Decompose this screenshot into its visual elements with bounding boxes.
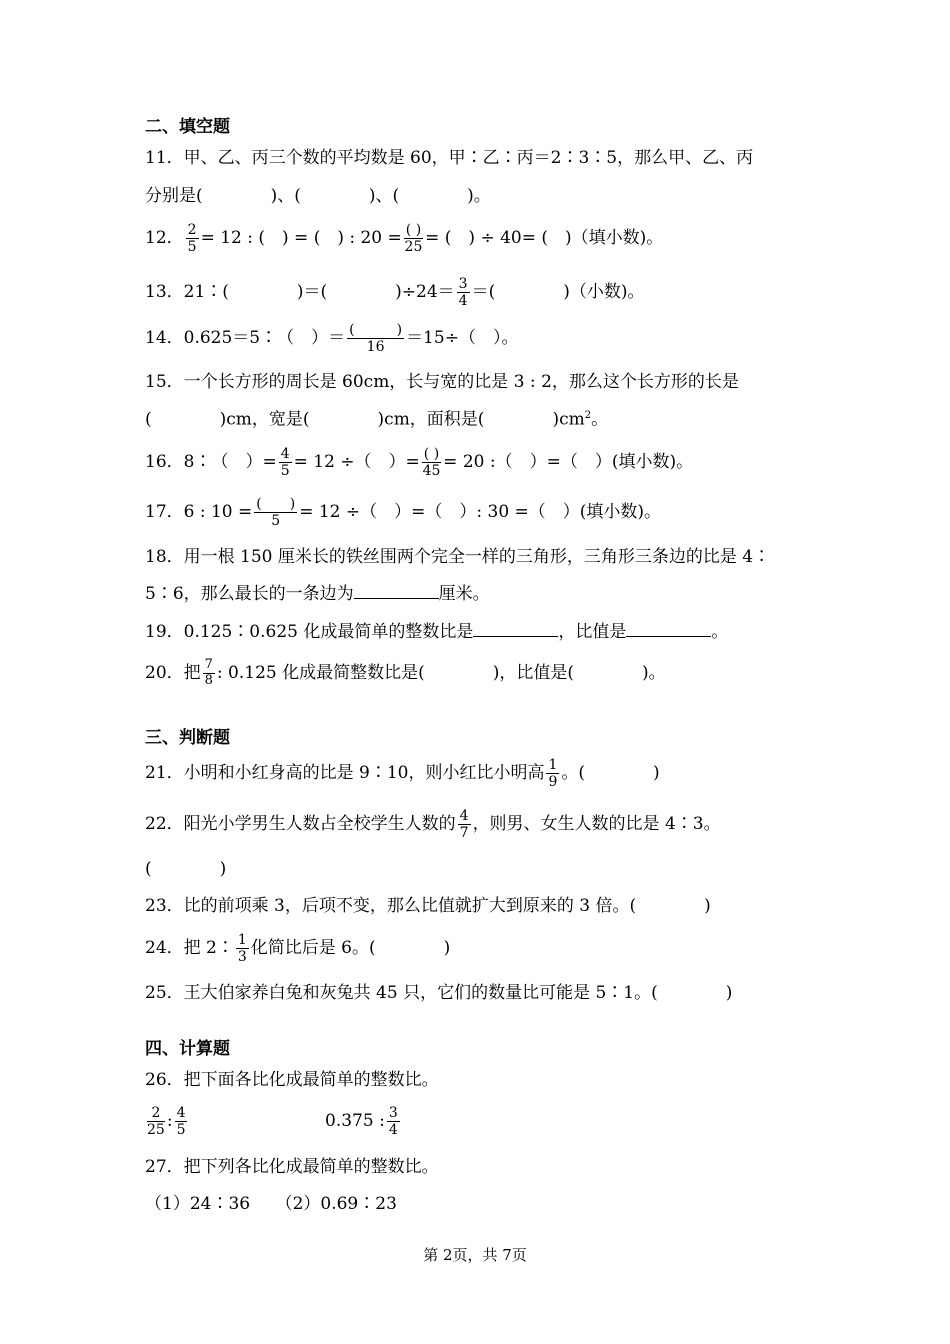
q20-numerator: 7 <box>204 657 213 672</box>
q19-text: 19．0.125∶0.625 化成最简单的整数比是 <box>145 622 474 642</box>
q14-numerator: ( ) <box>349 322 403 338</box>
section-heading-fill: 二、填空题 <box>145 117 230 137</box>
q21-denominator: 9 <box>548 774 558 791</box>
q16-f1-denominator: 5 <box>280 463 290 480</box>
q26e2-fraction <box>387 1105 400 1138</box>
question-27: 27．把下列各比化成最简单的整数比。 <box>145 1157 439 1177</box>
q15-line2-text: ( )cm，宽是( )cm，面积是( )cm <box>145 409 585 430</box>
q20-fraction <box>203 658 215 689</box>
q16-f1-numerator: 4 <box>280 446 290 462</box>
q18-unit: 厘米。 <box>438 584 490 604</box>
q16-f2-numerator: ( ) <box>423 446 440 462</box>
question-23: 23．比的前项乘 3，后项不变，那么比值就扩大到原来的 3 倍。( ) <box>145 896 711 916</box>
q26e1-f2-numerator: 4 <box>176 1105 186 1121</box>
question-16 <box>145 446 693 479</box>
q19-text-2: ，比值是 <box>558 622 627 642</box>
question-15-line1: 15．一个长方形的周长是 60cm，长与宽的比是 3 : 2，那么这个长方形的长是 <box>145 372 739 392</box>
q26e1-separator: : <box>166 1111 173 1132</box>
q18-answer-blank[interactable] <box>354 597 439 599</box>
question-25: 25．王大伯家养白兔和灰兔共 45 只，它们的数量比可能是 5∶1。( ) <box>145 983 733 1003</box>
q20-part1: 20．把 <box>145 662 201 683</box>
q21-part1: 21．小明和小红身高的比是 9∶10，则小红比小明高 <box>145 763 545 784</box>
question-19 <box>145 624 728 641</box>
question-13 <box>145 276 645 309</box>
q12-fraction-1 <box>186 222 199 255</box>
question-24 <box>145 932 450 965</box>
q24-fraction <box>236 932 249 965</box>
q24-part2: 化简比后是 6。( ) <box>250 938 451 959</box>
q14-part1: 14．0.625＝5∶（ ）＝ <box>145 328 346 349</box>
q12-part2: = ( ) ÷ 40= ( )（填小数)。 <box>425 228 664 249</box>
question-14 <box>145 322 518 355</box>
q26e2-text: 0.375 : <box>325 1111 385 1132</box>
q19-ratio-blank[interactable] <box>473 635 558 637</box>
q26e1-fraction-2 <box>175 1105 188 1138</box>
q19-value-blank[interactable] <box>626 635 711 637</box>
q16-fraction-2 <box>422 446 441 479</box>
q16-f2-denominator: 45 <box>422 463 441 480</box>
q12-f2-denominator: 25 <box>404 239 423 256</box>
question-18-line2 <box>145 586 490 603</box>
question-17 <box>145 496 661 529</box>
q13-denominator: 4 <box>458 293 468 310</box>
q17-part2: = 12 ÷（ ）=（ ）: 30 =（ ）(填小数)。 <box>299 502 662 523</box>
q12-f1-denominator: 5 <box>187 239 197 256</box>
q16-part2: = 12 ÷（ ）= <box>293 452 420 473</box>
question-26-expression-1 <box>145 1105 189 1138</box>
q16-fraction-1 <box>279 446 292 479</box>
question-12 <box>145 222 663 255</box>
q22-part2: ，则男、女生人数的比是 4∶3。 <box>472 814 721 835</box>
q16-part3: = 20 :（ ）=（ ）(填小数)。 <box>443 452 694 473</box>
question-11-line1: 11．甲、乙、丙三个数的平均数是 60，甲∶乙∶丙＝2∶3∶5，那么甲、乙、丙 <box>145 148 754 168</box>
q14-denominator: 16 <box>366 339 385 356</box>
q20-part2: : 0.125 化成最简整数比是( )，比值是( )。 <box>216 662 666 683</box>
q24-part1: 24．把 2∶ <box>145 938 234 959</box>
q19-end: 。 <box>711 622 729 642</box>
q17-part1: 17．6 : 10 = <box>145 502 253 523</box>
section-heading-calc: 四、计算题 <box>145 1039 230 1059</box>
q26e1-f2-denominator: 5 <box>176 1122 186 1139</box>
question-11-line2: 分别是( )、( )、( )。 <box>145 186 491 206</box>
q21-fraction <box>546 757 559 790</box>
q12-number: 12． <box>145 228 184 249</box>
q20-denominator: 8 <box>204 672 213 688</box>
question-22 <box>145 808 721 841</box>
question-15-line2 <box>145 411 608 429</box>
q12-fraction-2 <box>404 222 423 255</box>
q26e2-numerator: 3 <box>388 1105 398 1121</box>
q14-part2: ＝15÷（ ）。 <box>406 328 519 349</box>
q22-part1: 22．阳光小学男生人数占全校学生人数的 <box>145 814 456 835</box>
q13-part2: ＝( )（小数)。 <box>471 282 645 303</box>
q22-denominator: 7 <box>459 825 469 842</box>
question-21 <box>145 757 660 790</box>
question-18-line1: 18．用一根 150 厘米长的铁丝围两个完全一样的三角形，三角形三条边的比是 4∶ <box>145 547 771 567</box>
q22-fraction <box>458 808 471 841</box>
question-22-answer: ( ) <box>145 859 227 879</box>
q22-numerator: 4 <box>459 808 469 824</box>
q24-numerator: 1 <box>237 932 247 948</box>
question-27-items: （1）24∶36 （2）0.69∶23 <box>145 1194 397 1214</box>
q26e2-denominator: 4 <box>388 1122 398 1139</box>
q17-denominator: 5 <box>271 513 281 530</box>
q26e1-f1-numerator: 2 <box>147 1105 165 1122</box>
question-26: 26．把下面各比化成最简单的整数比。 <box>145 1070 439 1090</box>
q21-numerator: 1 <box>548 757 558 773</box>
page-footer: 第 2页，共 7页 <box>423 1246 527 1264</box>
q18-text: 5∶6，那么最长的一条边为 <box>145 584 354 604</box>
q13-part1: 13．21∶( )＝( )÷24＝ <box>145 282 455 303</box>
section-heading-judge: 三、判断题 <box>145 728 230 748</box>
q14-fraction <box>347 322 404 355</box>
q12-part1: = 12 : ( ) = ( ) : 20 = <box>200 228 402 249</box>
q12-f1-numerator: 2 <box>187 222 197 238</box>
q15-superscript: 2 <box>584 410 592 421</box>
q26e1-fraction-1 <box>147 1105 165 1138</box>
q13-numerator: 3 <box>458 276 468 292</box>
q15-end: 。 <box>591 409 609 430</box>
question-26-expression-2 <box>325 1105 402 1138</box>
q24-denominator: 3 <box>237 949 247 966</box>
q21-part2: 。( ) <box>561 763 660 784</box>
q17-fraction <box>254 496 297 529</box>
question-20 <box>145 658 666 689</box>
q17-numerator: ( ) <box>256 496 296 512</box>
q13-fraction <box>457 276 470 309</box>
q12-f2-numerator: ( ) <box>405 222 422 238</box>
q16-part1: 16．8∶（ ）= <box>145 452 277 473</box>
q26e1-f1-denominator: 25 <box>147 1122 165 1139</box>
